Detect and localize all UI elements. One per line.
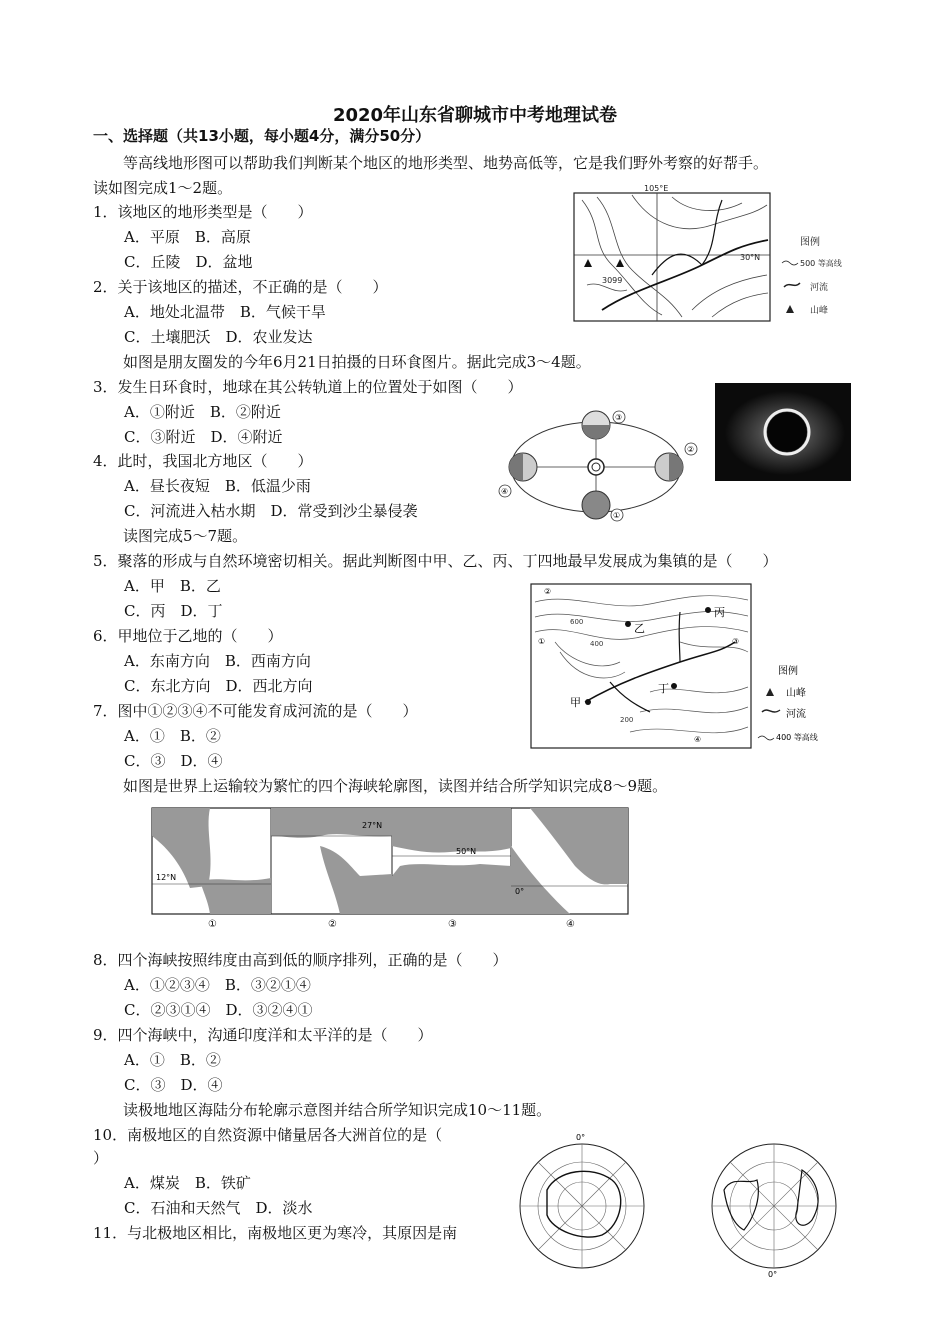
question-8: 8．四个海峡按照纬度由高到低的顺序排列，正确的是（ ） — [93, 951, 508, 969]
question-3-options: A．①附近 B．②附近 — [124, 403, 281, 421]
lat-label-12n: 12°N — [156, 873, 177, 882]
question-1: 1．该地区的地形类型是（ ） — [93, 203, 313, 221]
question-5-options: C．丙 D．丁 — [124, 602, 223, 620]
meridian-label-top: 0° — [576, 1133, 586, 1142]
lat-label-50n: 50°N — [456, 847, 477, 856]
section-heading: 一、选择题（共13小题，每小题4分，满分50分） — [93, 127, 431, 145]
place-ding: 丁 — [658, 682, 669, 695]
straits-figure — [150, 806, 632, 932]
legend-peak: 山峰 — [810, 306, 829, 316]
panel-label-1: ① — [208, 919, 217, 930]
place-bing: 丙 — [714, 606, 725, 619]
question-8-options: C．②③①④ D．③②④① — [124, 1001, 313, 1019]
latitude-label: 30°N — [740, 253, 761, 262]
question-2: 2．关于该地区的描述，不正确的是（ ） — [93, 278, 388, 296]
legend-title: 图例 — [778, 666, 798, 677]
question-6-options: C．东北方向 D．西北方向 — [124, 677, 313, 695]
question-9-options: A．① B．② — [124, 1051, 221, 1069]
intro-text: 读极地地区海陆分布轮廓示意图并结合所学知识完成10～11题。 — [123, 1101, 552, 1119]
marker-3: ③ — [732, 637, 740, 646]
question-7: 7．图中①②③④不可能发育成河流的是（ ） — [93, 702, 418, 720]
marker-2: ② — [544, 587, 552, 596]
orbit-label-3: ③ — [615, 413, 623, 422]
intro-text: 读图完成5～7题。 — [123, 527, 248, 545]
question-9: 9．四个海峡中，沟通印度洋和太平洋的是（ ） — [93, 1026, 433, 1044]
question-4: 4．此时，我国北方地区（ ） — [93, 452, 313, 470]
question-1-options: A．平原 B．高原 — [124, 228, 251, 246]
intro-text: 读如图完成1～2题。 — [93, 179, 233, 197]
elevation-label: 3099 — [602, 276, 623, 285]
place-jia: 甲 — [570, 696, 581, 709]
question-6: 6．甲地位于乙地的（ ） — [93, 627, 283, 645]
legend-title: 图例 — [800, 237, 820, 248]
page-title: 2020年山东省聊城市中考地理试卷 — [332, 105, 618, 126]
panel-label-4: ④ — [566, 919, 575, 930]
contour-map-figure-1 — [572, 185, 862, 325]
meridian-label-bottom: 0° — [768, 1270, 778, 1279]
contour-map-figure-2 — [530, 582, 840, 752]
question-7-options: C．③ D．④ — [124, 752, 223, 770]
question-10: 10．南极地区的自然资源中储量居各大洲首位的是（ — [93, 1126, 443, 1144]
legend-river: 河流 — [810, 283, 829, 293]
lat-label-27n: 27°N — [362, 821, 383, 830]
question-11: 11．与北极地区相比，南极地区更为寒冷，其原因是南 — [93, 1224, 458, 1242]
intro-text: 如图是朋友圈发的今年6月21日拍摄的日环食图片。据此完成3～4题。 — [123, 353, 591, 371]
question-5: 5．聚落的形成与自然环境密切相关。据此判断图中甲、乙、丙、丁四地最早发展成为集镇的是（ ） — [93, 552, 778, 570]
lat-label-0: 0° — [515, 887, 525, 896]
question-10-options: A．煤炭 B．铁矿 — [124, 1174, 251, 1192]
orbit-label-4: ④ — [501, 487, 509, 496]
marker-4: ④ — [694, 735, 702, 744]
orbit-label-1: ① — [613, 511, 621, 520]
question-3-options: C．③附近 D．④附近 — [124, 428, 283, 446]
question-1-options: C．丘陵 D．盆地 — [124, 253, 253, 271]
orbit-label-2: ② — [687, 445, 695, 454]
question-4-options: A．昼长夜短 B．低温少雨 — [124, 477, 311, 495]
legend-peak: 山峰 — [786, 688, 806, 699]
legend-contour: 500 等高线 — [800, 259, 842, 268]
contour-label: 200 — [620, 716, 634, 724]
question-10-cont: ） — [93, 1149, 109, 1167]
polar-maps-figure — [512, 1130, 852, 1280]
longitude-label: 105°E — [644, 185, 669, 193]
question-9-options: C．③ D．④ — [124, 1076, 223, 1094]
contour-label: 400 — [590, 640, 604, 648]
annular-eclipse-photo — [715, 383, 851, 481]
legend-contour: 400 等高线 — [776, 733, 818, 742]
place-yi: 乙 — [634, 622, 645, 635]
question-10-options: C．石油和天然气 D．淡水 — [124, 1199, 313, 1217]
earth-orbit-diagram — [493, 405, 705, 523]
question-2-options: A．地处北温带 B．气候干旱 — [124, 303, 326, 321]
question-5-options: A．甲 B．乙 — [124, 577, 221, 595]
question-2-options: C．土壤肥沃 D．农业发达 — [124, 328, 313, 346]
question-4-options: C．河流进入枯水期 D．常受到沙尘暴侵袭 — [124, 502, 418, 520]
contour-label: 600 — [570, 618, 584, 626]
marker-1: ① — [538, 637, 546, 646]
question-7-options: A．① B．② — [124, 727, 221, 745]
legend-river: 河流 — [786, 709, 806, 720]
question-6-options: A．东南方向 B．西南方向 — [124, 652, 311, 670]
question-3: 3．发生日环食时，地球在其公转轨道上的位置处于如图（ ） — [93, 378, 523, 396]
intro-text: 如图是世界上运输较为繁忙的四个海峡轮廓图，读图并结合所学知识完成8～9题。 — [123, 777, 668, 795]
intro-text: 等高线地形图可以帮助我们判断某个地区的地形类型、地势高低等，它是我们野外考察的好帮手。 — [123, 154, 769, 172]
panel-label-3: ③ — [448, 919, 457, 930]
panel-label-2: ② — [328, 919, 337, 930]
question-8-options: A．①②③④ B．③②①④ — [124, 976, 311, 994]
